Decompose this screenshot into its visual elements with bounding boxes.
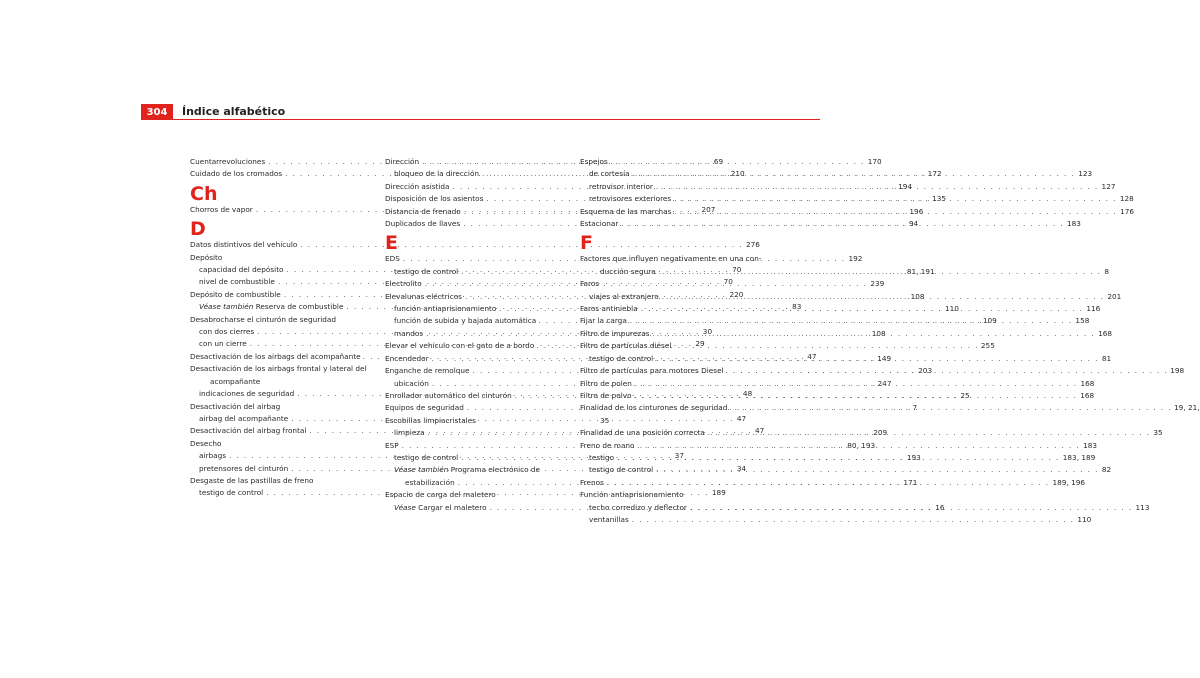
index-entry: Electrolito . . . 239 (385, 278, 571, 290)
index-entry: Equipos de seguridad . . . 7 (385, 402, 571, 414)
index-subentry: Véase también Programa electrónico de (394, 465, 541, 475)
index-subentry: viajes al extranjero . . . 201 (580, 291, 766, 303)
index-entry: Esquema de las marchas . . . 176 (580, 206, 766, 218)
index-heading: Faros (580, 279, 600, 289)
index-entry: Datos distintivos del vehículo . . . 276 (190, 239, 376, 251)
index-entry: Desactivación del airbag frontal . . . 47 (190, 425, 376, 437)
index-entry: Enganche de remolque . . . 203 (385, 365, 571, 377)
index-entry: Disposición de los asientos . . . 135 (385, 193, 571, 205)
header-divider (141, 119, 820, 120)
index-subentry: airbag del acompañante . . . 47 (190, 413, 376, 425)
index-subentry: ubicación . . . 247 (385, 378, 571, 390)
index-heading: Función antiaprisionamiento (580, 490, 684, 500)
index-subentry: airbags . . . 37 (190, 450, 376, 462)
index-heading: Espacio de carga del maletero (385, 490, 496, 500)
index-subentry-continued: estabilización . . . 171 (385, 477, 571, 489)
index-subentry: ventanillas . . . 110 (580, 514, 766, 526)
index-subentry: Véase Cargar el maletero . . . 16 (385, 502, 571, 514)
index-heading-continued: acompañante (210, 376, 261, 386)
index-entry: Distancia de frenado . . . 196 (385, 206, 571, 218)
index-subentry: pretensores del cinturón . . . 34 (190, 463, 376, 475)
index-subentry: con dos cierres . . . 30 (190, 326, 376, 338)
index-entry: Faros antiniebla . . . 116 (580, 303, 766, 315)
index-entry: Depósito de combustible . . . 220 (190, 289, 376, 301)
index-subentry: testigo . . . 183, 189 (580, 452, 766, 464)
index-entry: Dirección . . . 170 (385, 156, 571, 168)
index-subentry: función antiaprisionamiento . . . 110 (385, 303, 571, 315)
index-entry: Duplicados de llaves . . . 94 (385, 218, 571, 230)
index-entry: Finalidad de una posición correcta . . . 35 (580, 427, 766, 439)
index-subentry: testigo de control . . . 193 (385, 452, 571, 464)
index-heading: Filtro de partículas diésel (580, 341, 672, 351)
index-subentry: bloqueo de la dirección . . . 172 (385, 168, 571, 180)
index-subentry: capacidad del depósito . . . 70 (190, 264, 376, 276)
index-subentry: limpieza . . . 209 (385, 427, 571, 439)
section-letter-e: E (385, 232, 398, 255)
index-subentry: mandos . . . 108 (385, 328, 571, 340)
index-entry: Fijar la carga . . . 158 (580, 315, 766, 327)
index-subentry: de cortesía . . . 123 (580, 168, 766, 180)
section-letter-f: F (580, 232, 593, 255)
section-letter-ch: Ch (190, 182, 218, 205)
index-entry: Chorros de vapor . . . 207 (190, 204, 376, 216)
index-entry: Encendedor . . . 149 (385, 353, 571, 365)
index-heading: Desactivación del airbag (190, 401, 281, 411)
index-entry: Filtro de impurezas . . . 168 (580, 328, 766, 340)
index-entry: Elevar el vehículo con el gato de a bordo . . . 255 (385, 340, 571, 352)
index-subentry: testigo de control . . . 82 (580, 464, 766, 476)
index-entry: Frenos . . . 189, 196 (580, 477, 766, 489)
index-heading: Desabrocharse el cinturón de seguridad (190, 314, 337, 324)
index-entry: Filtro de polvo . . . 168 (580, 390, 766, 402)
index-heading: Depósito (190, 252, 223, 262)
index-heading: Desgaste de las pastillas de freno (190, 475, 314, 485)
index-entry: Cuentarrevoluciones . . . 69 (190, 156, 376, 168)
index-subentry: indicaciones de seguridad . . . 48 (190, 388, 376, 400)
page-number-tab: 304 (141, 104, 173, 120)
index-entry: Filtro de polen . . . 168 (580, 378, 766, 390)
index-entry-continued: ducción segura . . . 8 (580, 266, 766, 278)
index-entry: Enrollador automático del cinturón . . . 25 (385, 390, 571, 402)
index-heading: Desecho (190, 438, 222, 448)
index-subentry: Véase también Reserva de combustible . . . 83 (190, 301, 376, 313)
index-subentry: techo corredizo y deflector . . . 113 (580, 502, 766, 514)
page-title: Índice alfabético (182, 105, 286, 118)
index-entry: Filtro de partículas para motores Diesel . . . 198 (580, 365, 766, 377)
index-entry: EDS . . . 192 (385, 253, 571, 265)
index-entry: Estacionar . . . 183 (580, 218, 766, 230)
index-entry: Cuidado de los cromados . . . 210 (190, 168, 376, 180)
index-heading: Factores que influyen negativamente en una con- (580, 254, 762, 264)
index-subentry: nivel de combustible . . . 70 (190, 276, 376, 288)
index-subentry: retrovisor interior . . . 127 (580, 181, 766, 193)
index-heading: Desactivación de los airbags frontal y lateral del (190, 364, 367, 374)
index-entry: ESP . . . 80, 193 (385, 440, 571, 452)
index-subentry: retrovisores exteriores . . . 128 (580, 193, 766, 205)
index-subentry: testigo de control . . . 189 (190, 487, 376, 499)
index-heading: Espejos (580, 157, 608, 166)
index-entry: Desactivación de los airbags del acompañante . . . 47 (190, 351, 376, 363)
index-entry: Finalidad de los cinturones de seguridad . . . 19, 21, (580, 402, 766, 414)
index-entry: Freno de mano . . . 183 (580, 440, 766, 452)
index-heading: Escobillas limpiacristales (385, 415, 476, 425)
index-entry: Elevalunas eléctricos . . . 108 (385, 291, 571, 303)
index-subentry: con un cierre . . . 29 (190, 338, 376, 350)
index-subentry: testigo de control . . . 81 (580, 353, 766, 365)
index-entry-continued: 35 (600, 415, 610, 425)
index-subentry: función de subida y bajada automática . . . 109 (385, 315, 571, 327)
index-entry: Dirección asistida . . . 194 (385, 181, 571, 193)
index-subentry: testigo de control . . . 81, 191 (385, 266, 571, 278)
section-letter-d: D (190, 218, 206, 241)
